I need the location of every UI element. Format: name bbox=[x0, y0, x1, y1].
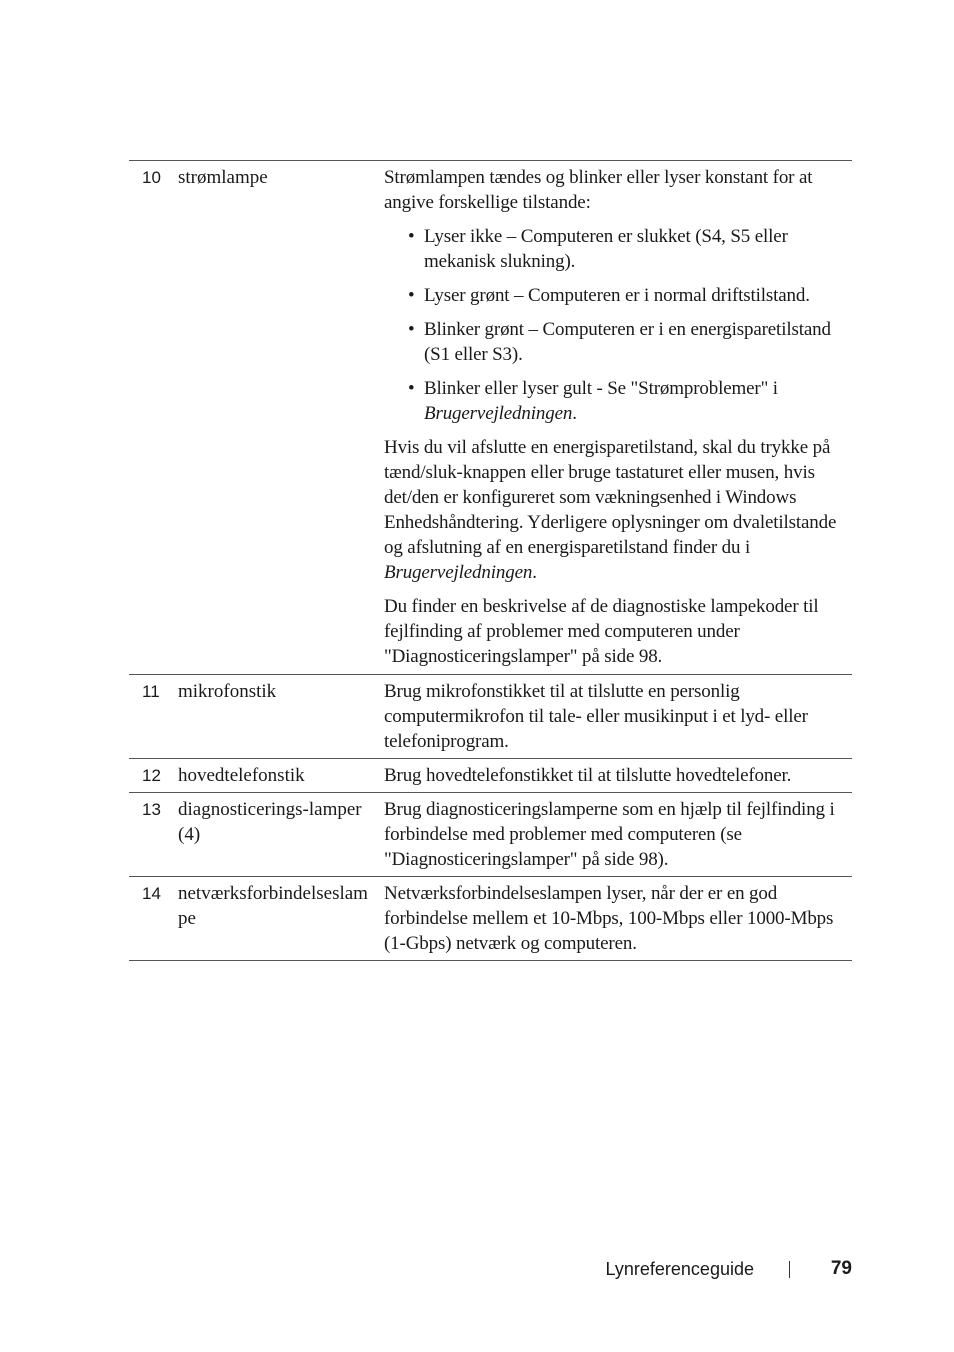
list-item-text: Lyser grønt – Computeren er i normal driftstilstand. bbox=[424, 285, 810, 306]
table-row bbox=[129, 793, 852, 877]
item-name: mikrofonstik bbox=[178, 681, 277, 702]
paragraph-text: Hvis du vil afslutte en energisparetilstand, skal du trykke på tænd/sluk-knappen eller bruge tastaturet eller musen, hvis det/den er konfigureret som vækningsenhed i Windows Enhedshåndtering. Yderligere oplysninger om dvaletilstande og afslutning af en energisparetilstand finder du i bbox=[384, 437, 837, 558]
list-item-text: Blinker eller lyser gult - Se "Strømproblemer" i bbox=[424, 378, 778, 399]
book-title: Brugervejledningen bbox=[384, 562, 533, 583]
bullet-icon: • bbox=[408, 378, 415, 399]
page-footer bbox=[0, 1256, 954, 1282]
item-description: Brug mikrofonstikket til at tilslutte en personlig computermikrofon til tale- eller musikinput i et lyd- eller telefoniprogram. bbox=[384, 681, 808, 752]
item-name: diagnosticerings-lamper (4) bbox=[178, 799, 362, 845]
item-number: 14 bbox=[142, 884, 161, 903]
table-row bbox=[129, 161, 852, 675]
list-item bbox=[408, 283, 852, 308]
bullet-icon: • bbox=[408, 226, 415, 247]
bullet-icon: • bbox=[408, 285, 415, 306]
item-number: 13 bbox=[142, 800, 161, 819]
description-paragraph: Du finder en beskrivelse af de diagnostiske lampekoder til fejlfinding af problemer med computeren under "Diagnosticeringslamper" på side 98. bbox=[384, 596, 819, 667]
item-description: Brug hovedtelefonstikket til at tilslutte hovedtelefoner. bbox=[384, 765, 792, 786]
description-intro: Strømlampen tændes og blinker eller lyser konstant for at angive forskellige tilstande: bbox=[384, 167, 813, 213]
item-description: Netværksforbindelseslampen lyser, når der er en god forbindelse mellem et 10-Mbps, 100-Mbps eller 1000-Mbps (1-Gbps) netværk og computeren. bbox=[384, 883, 834, 954]
item-name: strømlampe bbox=[178, 167, 268, 188]
paragraph-text: . bbox=[532, 562, 537, 583]
bullet-icon: • bbox=[408, 319, 415, 340]
list-item bbox=[408, 224, 852, 274]
list-item bbox=[408, 317, 852, 367]
footer-divider bbox=[789, 1261, 790, 1278]
table-row bbox=[129, 759, 852, 793]
state-list bbox=[384, 224, 852, 426]
table-row bbox=[129, 675, 852, 759]
item-number: 12 bbox=[142, 766, 161, 785]
item-number: 10 bbox=[142, 168, 161, 187]
page-number: 79 bbox=[830, 1258, 852, 1279]
item-number: 11 bbox=[142, 682, 160, 701]
table-row bbox=[129, 877, 852, 961]
list-item-text: Lyser ikke – Computeren er slukket (S4, S5 eller mekanisk slukning). bbox=[424, 226, 788, 272]
item-name: netværksforbindelseslampe bbox=[178, 883, 368, 929]
reference-table bbox=[129, 160, 852, 961]
list-item bbox=[408, 376, 852, 426]
description-paragraph bbox=[384, 435, 852, 585]
footer-title: Lynreferenceguide bbox=[605, 1259, 754, 1279]
item-description: Brug diagnosticeringslamperne som en hjælp til fejlfinding i forbindelse med problemer med computeren (se "Diagnosticeringslamper" på side 98). bbox=[384, 799, 835, 870]
book-title: Brugervejledningen bbox=[424, 403, 573, 424]
item-name: hovedtelefonstik bbox=[178, 765, 305, 786]
list-item-text: . bbox=[572, 403, 577, 424]
list-item-text: Blinker grønt – Computeren er i en energisparetilstand (S1 eller S3). bbox=[424, 319, 831, 365]
item-description bbox=[384, 165, 852, 669]
